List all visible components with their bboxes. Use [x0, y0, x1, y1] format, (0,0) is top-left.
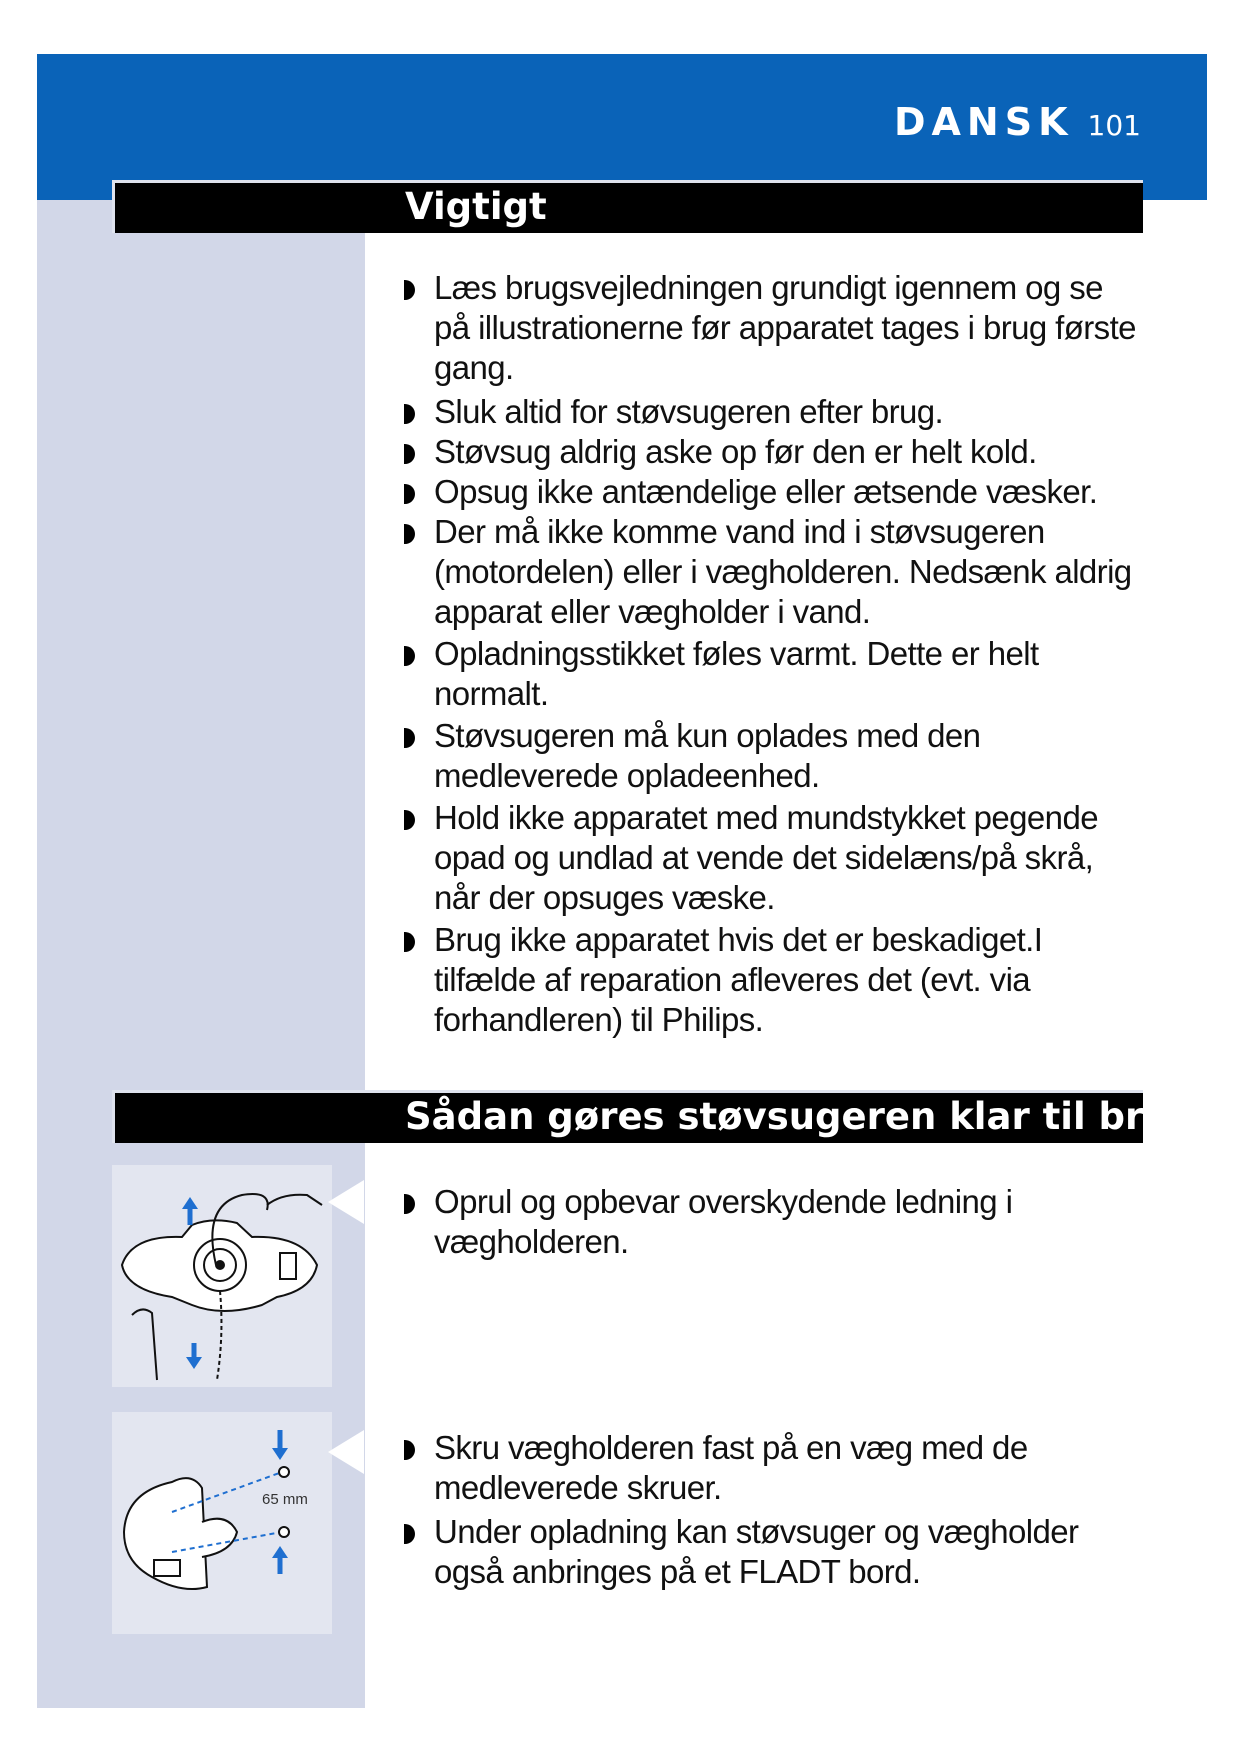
list-item: Oprul og opbevar overskydende ledning i vægholderen. — [404, 1182, 1144, 1262]
section-title: Vigtigt — [405, 185, 547, 228]
header-language: DANSK — [893, 100, 1074, 144]
list-item: Opsug ikke antændelige eller ætsende væsker. — [404, 472, 1144, 512]
illustration-cord-storage — [112, 1165, 332, 1387]
list-item: Opladningsstikket føles varmt. Dette er helt normalt. — [404, 634, 1144, 714]
header — [894, 100, 1141, 144]
list-item: Under opladning kan støvsuger og vægholder også anbringes på et FLADT bord. — [404, 1512, 1144, 1592]
list-item: Hold ikke apparatet med mundstykket pegende opad og undlad at vende det sidelæns/på skrå, når der opsuges væske. — [404, 798, 1144, 918]
bullet-icon — [404, 1524, 415, 1544]
list-item: Skru vægholderen fast på en væg med de medleverede skruer. — [404, 1428, 1144, 1508]
bullet-icon — [404, 444, 415, 464]
list-item: Støvsug aldrig aske op før den er helt kold. — [404, 432, 1144, 472]
bullet-icon — [404, 524, 415, 544]
wall-mount-illustration — [112, 1412, 332, 1634]
bullet-icon — [404, 810, 415, 830]
page-number: 101 — [1087, 109, 1141, 142]
pointer-triangle — [328, 1180, 364, 1224]
bullet-icon — [404, 932, 415, 952]
wall-holder-cord-illustration — [112, 1165, 332, 1387]
distance-label: 65 mm — [262, 1491, 308, 1508]
bullet-icon — [404, 646, 415, 666]
pointer-triangle — [328, 1430, 364, 1474]
list-item: Læs brugsvejledningen grundigt igennem og se på illustrationerne før apparatet tages i brug første gang. — [404, 268, 1144, 388]
bullet-icon — [404, 484, 415, 504]
bullet-icon — [404, 404, 415, 424]
list-item: Støvsugeren må kun oplades med den medleverede opladeenhed. — [404, 716, 1144, 796]
list-item: Brug ikke apparatet hvis det er beskadiget.I tilfælde af reparation afleveres det (evt. via forhandleren) til Philips. — [404, 920, 1144, 1040]
preparation-list-a — [404, 1182, 1144, 1264]
section-heading-preparation — [112, 1090, 1197, 1143]
bullet-icon — [404, 1194, 415, 1214]
section-heading-vigtigt — [112, 180, 1143, 233]
illustration-wall-mount — [112, 1412, 332, 1634]
bullet-icon — [404, 280, 415, 300]
important-list — [404, 268, 1144, 1042]
section-title: Sådan gøres støvsugeren klar til brug — [405, 1095, 1197, 1138]
bullet-icon — [404, 728, 415, 748]
bullet-icon — [404, 1440, 415, 1460]
list-item: Sluk altid for støvsugeren efter brug. — [404, 392, 1144, 432]
preparation-list-b — [404, 1428, 1144, 1594]
list-item: Der må ikke komme vand ind i støvsugeren (motordelen) eller i vægholderen. Nedsænk aldrig apparat eller vægholder i vand. — [404, 512, 1144, 632]
